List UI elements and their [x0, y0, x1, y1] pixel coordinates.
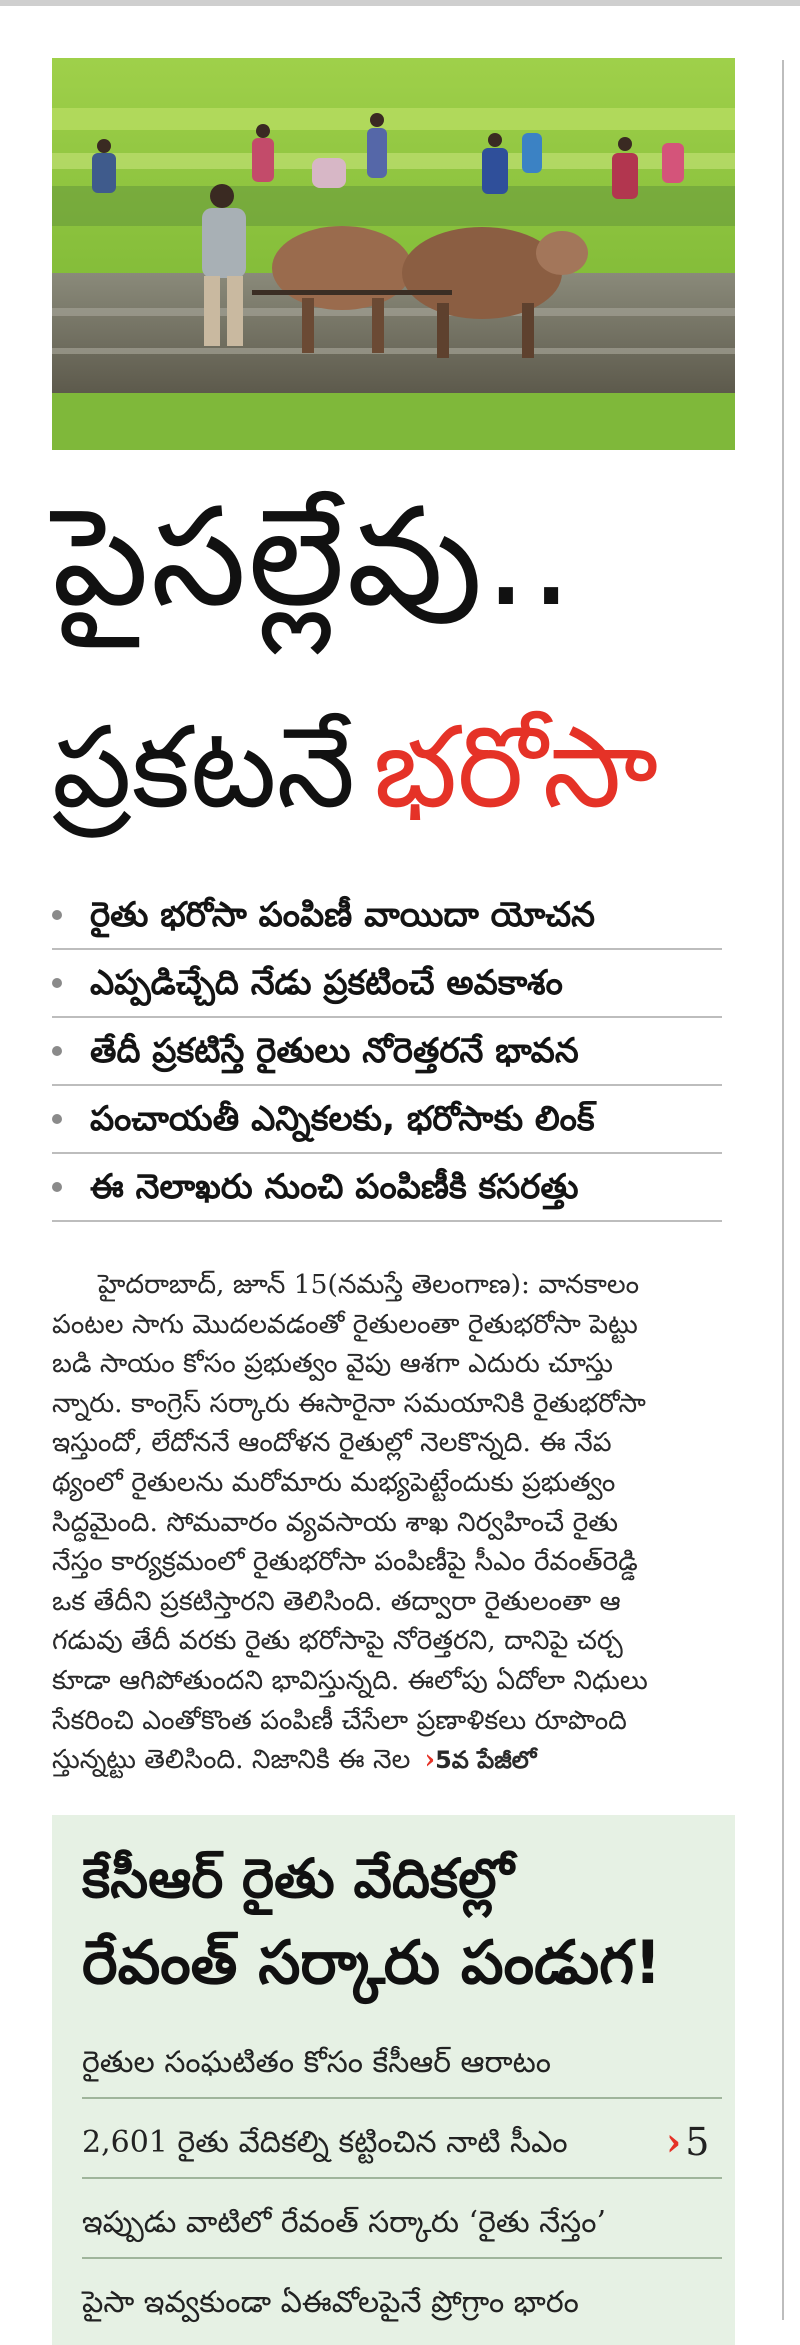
article-line: హైదరాబాద్, జూన్ 15(నమస్తే తెలంగాణ): వానకాలం: [98, 1269, 640, 1300]
paddy-field-photo: [52, 58, 735, 450]
continue-arrow-icon: ›: [666, 2119, 682, 2164]
bullet-icon: [52, 1114, 62, 1124]
highlight-text: ఎప్పడిచ్చేది నేడు ప్రకటించే అవకాశం: [90, 963, 563, 1003]
article-line: సిద్ధమైంది. సోమవారం వ్యవసాయ శాఖ నిర్వహించే రైతు: [52, 1506, 619, 1538]
headline-prefix: ప్రకటనే: [52, 703, 356, 833]
highlight-item: [52, 1154, 722, 1222]
highlight-item: [52, 950, 722, 1018]
box-divider: [82, 2097, 722, 2099]
related-story-box: [52, 1815, 735, 2345]
highlight-item: [52, 882, 722, 950]
box-point: 2,601 రైతు వేదికల్ని కట్టించిన నాటి సీఎం: [82, 2125, 568, 2160]
article-line: ఇస్తుందో, లేదోననే ఆందోళన రైతుల్లో నెలకొన్నది. ఈ నేప: [52, 1427, 612, 1459]
box-point: ఇప్పుడు వాటిలో రేవంత్ సర్కారు ‘రైతు నేస్తం’: [82, 2205, 606, 2240]
headline-line-2: [52, 688, 742, 848]
box-title-line-1: కేసీఆర్ రైతు వేదికల్లో: [82, 1847, 514, 1910]
article-line: థ్యంలో రైతులను మరోమారు మభ్యపెట్టేందుకు ప్రభుత్వం: [52, 1466, 616, 1498]
article-body: [52, 1265, 742, 1780]
highlight-text: ఈ నెలాఖరు నుంచి పంపిణీకి కసరత్తు: [90, 1167, 579, 1207]
bullet-icon: [52, 1046, 62, 1056]
box-title-line-2: రేవంత్ సర్కారు పండుగ!: [82, 1928, 662, 1998]
top-rule: [0, 0, 800, 6]
bullet-icon: [52, 910, 62, 920]
article-last-line: [52, 1740, 742, 1780]
article-line: కూడా ఆగిపోతుందని భావిస్తున్నది. ఈలోపు ఏదోలా నిధులు: [52, 1664, 648, 1696]
highlight-text: పంచాయతీ ఎన్నికలకు, భరోసాకు లింక్: [90, 1099, 595, 1139]
highlight-text: రైతు భరోసా పంపిణీ వాయిదా యోచన: [90, 895, 595, 935]
box-divider: [82, 2257, 722, 2259]
article-line: స్తున్నట్టు తెలిసింది. నిజానికి ఈ నెల: [52, 1744, 411, 1776]
bullet-icon: [52, 978, 62, 988]
box-page-ref[interactable]: [666, 2119, 709, 2164]
article-line: ఒక తేదీని ప్రకటిస్తారని తెలిసింది. తద్వారా రైతులంతా ఆ: [52, 1585, 621, 1617]
box-divider: [82, 2177, 722, 2179]
article-line: సేకరించి ఎంతోకొంత పంపిణీ చేసేలా ప్రణాళికలు రూపొంది: [52, 1704, 627, 1736]
headline-accent: భరోసా: [373, 703, 659, 833]
bullet-icon: [52, 1182, 62, 1192]
box-point: పైసా ఇవ్వకుండా ఏఈవోలపైనే ప్రోగ్రాం భారం: [82, 2285, 579, 2320]
highlights-list: [52, 882, 722, 1222]
highlight-item: [52, 1086, 722, 1154]
article-line: నేస్తం కార్యక్రమంలో రైతుభరోసా పంపిణీపై సీఎం రేవంత్‌రెడ్డి: [52, 1546, 638, 1578]
continued-page-link[interactable]: 5వ పేజీలో: [435, 1746, 537, 1775]
article-line: బడి సాయం కోసం ప్రభుత్వం వైపు ఆశగా ఎదురు చూస్తు: [52, 1348, 613, 1380]
highlight-text: తేదీ ప్రకటిస్తే రైతులు నోరెత్తరనే భావన: [90, 1031, 579, 1071]
headline-line-1: పైసల్లేవు..: [52, 479, 575, 637]
box-page-number: 5: [685, 2120, 710, 2164]
column-rule: [782, 60, 784, 2320]
highlight-item: [52, 1018, 722, 1086]
article-line: గడువు తేదీ వరకు రైతు భరోసాపై నోరెత్తరని, దానిపై చర్చ: [52, 1625, 623, 1657]
article-line: న్నారు. కాంగ్రెస్ సర్కారు ఈసారైనా సమయానికి రైతుభరోసా: [52, 1387, 646, 1419]
box-point: రైతుల సంఘటితం కోసం కేసీఆర్ ఆరాటం: [82, 2045, 551, 2080]
continue-arrow-icon: ›: [424, 1744, 436, 1776]
article-line: పంటల సాగు మొదలవడంతో రైతులంతా రైతుభరోసా పెట్టు: [52, 1308, 638, 1340]
